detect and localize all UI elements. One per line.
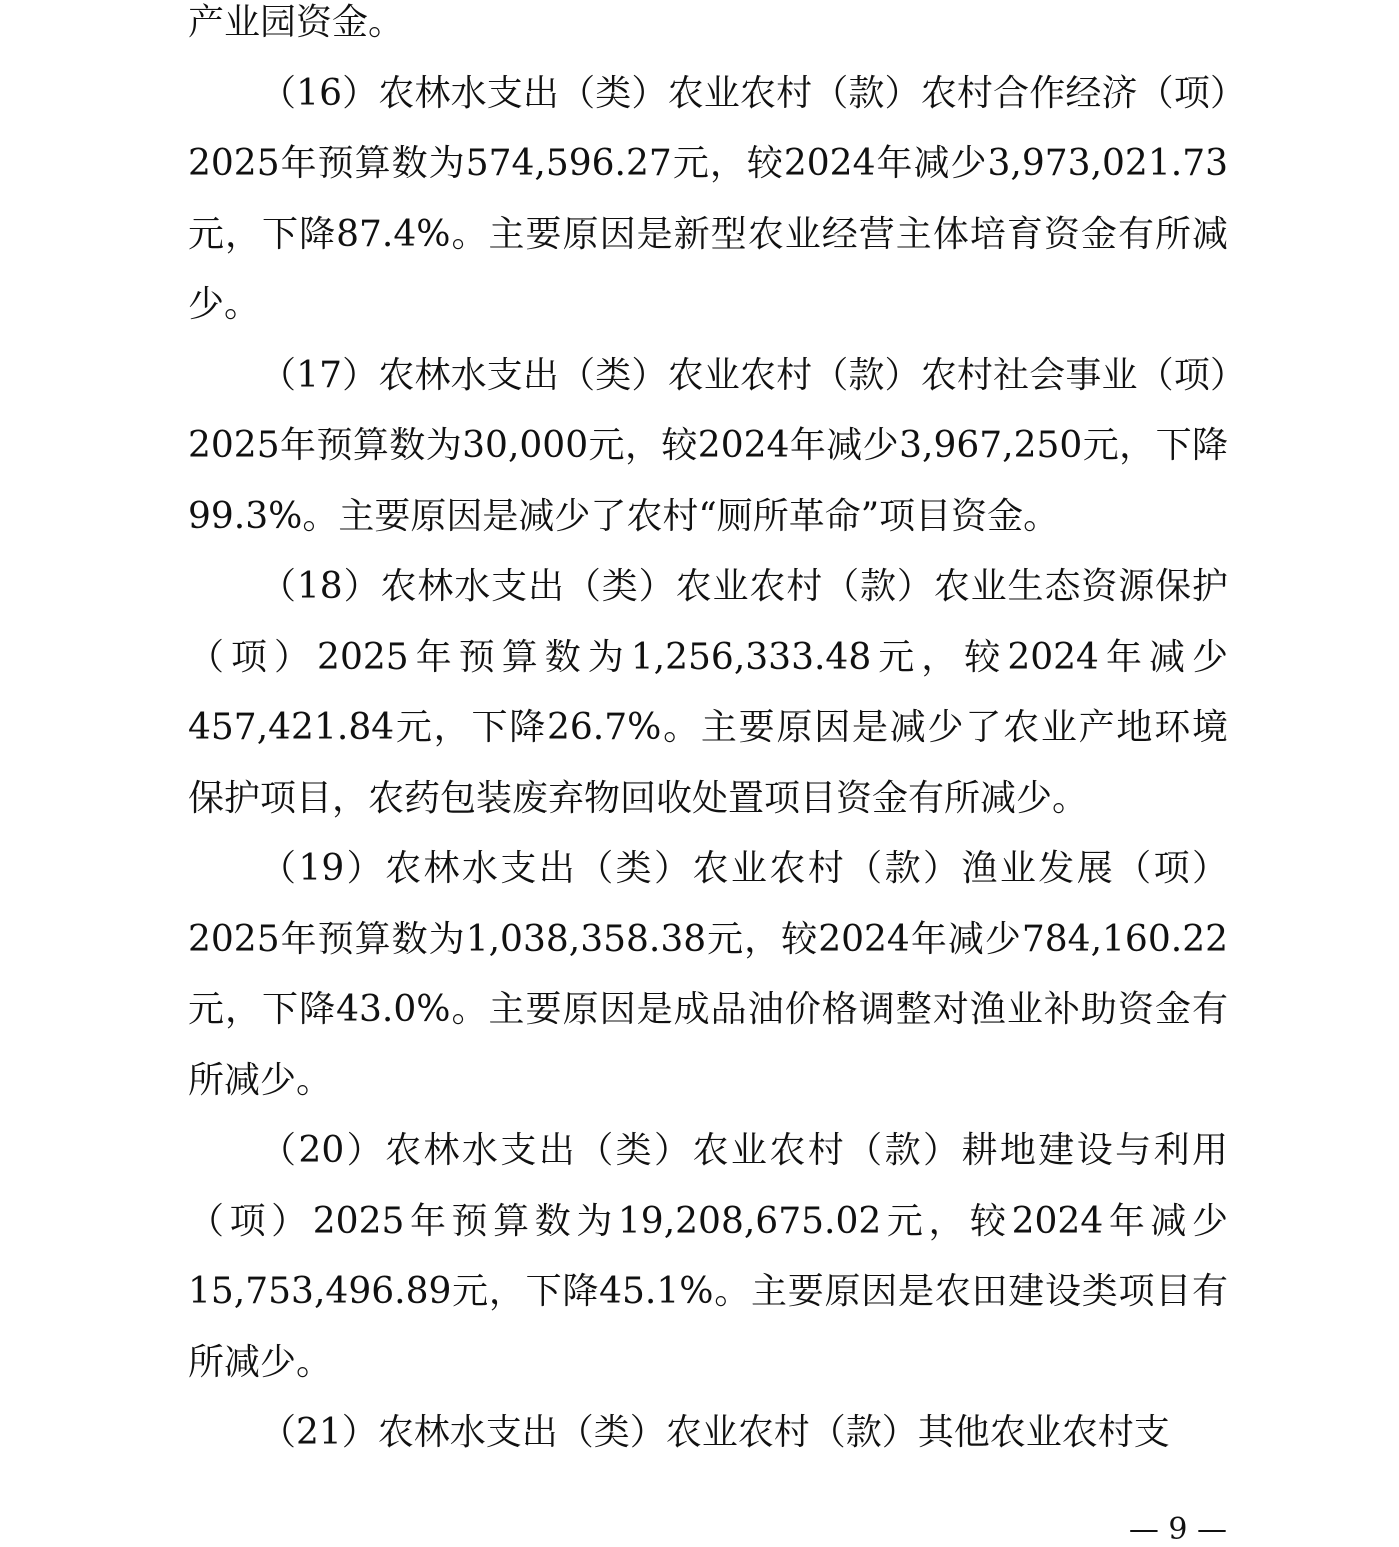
paragraph-16: （16）农林水支出（类）农业农村（款）农村合作经济（项）2025年预算数为574,596.27元，较2024年减少3,973,021.73元，下降87.4%。主要原因是新型农业经营主体培育资金有所减少。 bbox=[188, 72, 1228, 325]
paragraph-19: （19）农林水支出（类）农业农村（款）渔业发展（项）2025年预算数为1,038,358.38元，较2024年减少784,160.22元，下降43.0%。主要原因是成品油价格调整对渔业补助资金有所减少。 bbox=[188, 848, 1228, 1101]
page-number: — 9 — bbox=[1128, 1512, 1227, 1547]
continued-paragraph-fragment: 产业园资金。 bbox=[188, 2, 405, 43]
paragraph-18: （18）农林水支出（类）农业农村（款）农业生态资源保护（项）2025年预算数为1,256,333.48元，较2024年减少457,421.84元，下降26.7%。主要原因是减少了农业产地环境保护项目，农药包装废弃物回收处置项目资金有所减少。 bbox=[188, 566, 1228, 819]
paragraph-20: （20）农林水支出（类）农业农村（款）耕地建设与利用（项）2025年预算数为19,208,675.02元，较2024年减少15,753,496.89元，下降45.1%。主要原因是农田建设类项目有所减少。 bbox=[188, 1130, 1228, 1383]
document-body bbox=[188, 0, 1228, 1469]
paragraph-21: （21）农林水支出（类）农业农村（款）其他农业农村支 bbox=[260, 1412, 1170, 1453]
paragraph-17: （17）农林水支出（类）农业农村（款）农村社会事业（项）2025年预算数为30,000元，较2024年减少3,967,250元，下降99.3%。主要原因是减少了农村“厕所革命”项目资金。 bbox=[188, 354, 1228, 537]
